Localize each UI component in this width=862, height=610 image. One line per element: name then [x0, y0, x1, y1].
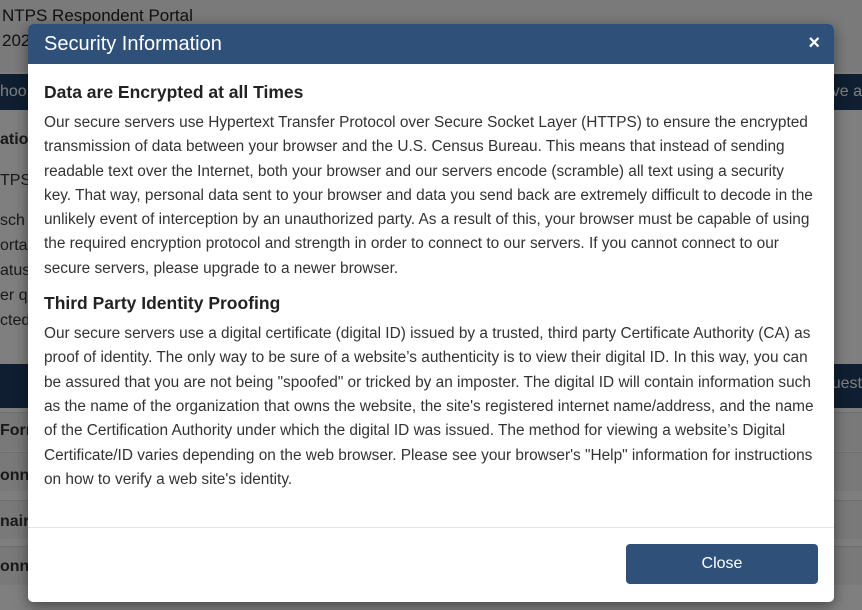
modal-title: Security Information — [44, 33, 222, 55]
section-heading-encryption: Data are Encrypted at all Times — [44, 82, 304, 102]
modal-body — [28, 64, 834, 492]
close-button[interactable]: Close — [626, 544, 818, 584]
section-heading-identity-proofing: Third Party Identity Proofing — [44, 293, 281, 314]
modal-header — [28, 24, 834, 64]
modal-footer — [28, 527, 834, 602]
section-text-encryption: Our secure servers use Hypertext Transfer Protocol over Secure Socket Layer (HTTPS) to ensure the encrypted transmission of data between your browser and the U.S. Census Bureau. This means that instead of sending readable text over the Internet, both your browser and our servers encode (scramble) all text using a security key. That way, personal data sent to your browser and data you send back are extremely difficult to decode in the unlikely event of interception by an unauthorized party. As a result of this, your browser must be capable of using the required encryption protocol and strength in order to connect to our servers. If you cannot connect to our secure servers, please upgrade to a newer browser. — [44, 114, 813, 277]
security-information-dialog — [28, 24, 834, 602]
close-icon[interactable]: × — [808, 32, 820, 54]
section-text-identity-proofing: Our secure servers use a digital certificate (digital ID) issued by a trusted, third party Certificate Authority (CA) as proof of identity. The only way to be sure of a website’s authenticity is to view their digital ID. In this way, you can be assured that you are not being "spoofed" or tricked by an imposter. The digital ID will contain information such as the name of the organization that owns the website, the site's registered internet name/address, and the name of the Certification Authority under which the digital ID was issued. The method for viewing a website’s Digital Certificate/ID varies depending on the web browser. Please see your browser's "Help" information for instructions on how to verify a web site's identity. — [44, 325, 814, 488]
